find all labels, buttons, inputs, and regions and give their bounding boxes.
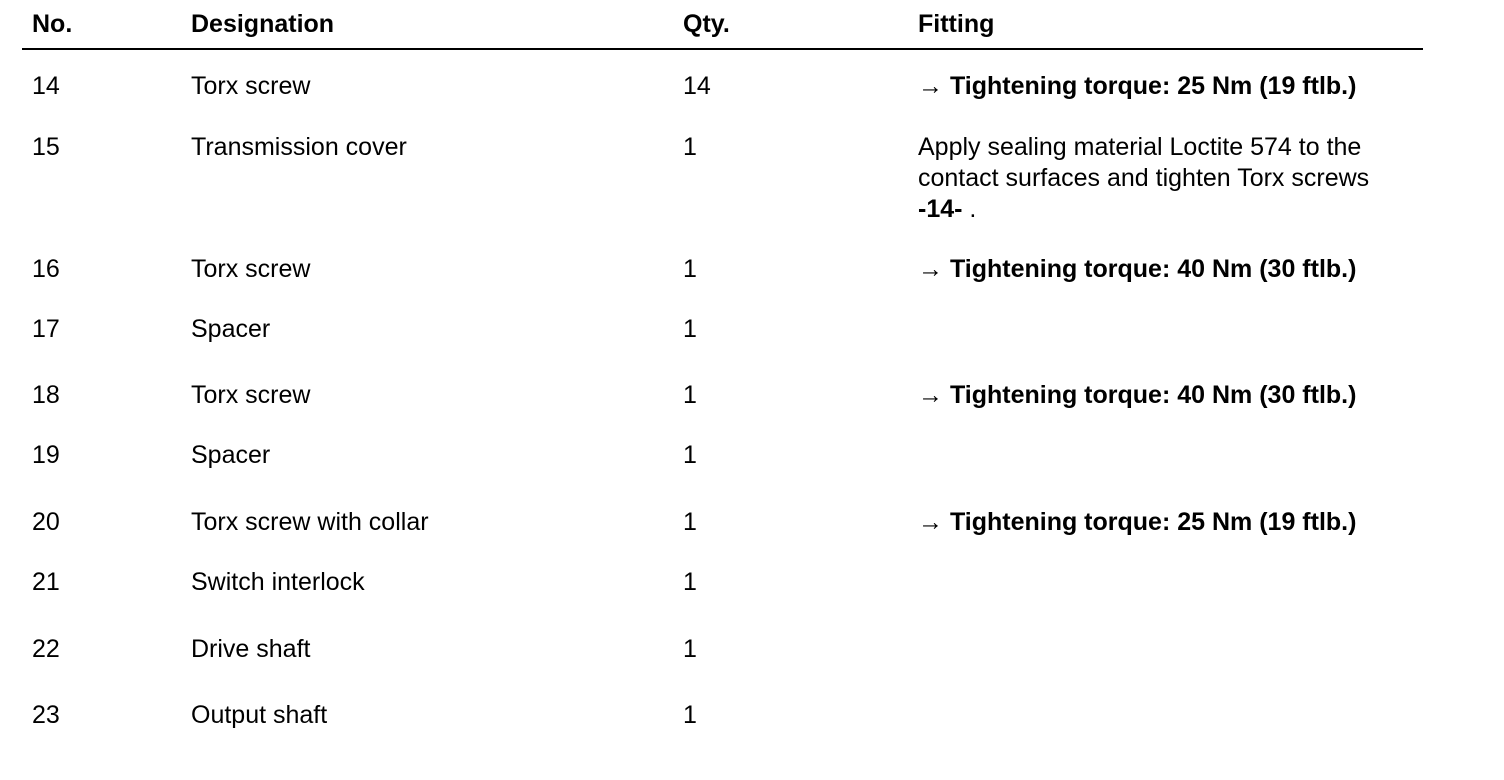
row-designation: Spacer <box>191 441 271 469</box>
row-no: 15 <box>32 133 60 161</box>
row-designation: Drive shaft <box>191 635 311 663</box>
row-designation: Torx screw <box>191 72 311 100</box>
row-qty: 1 <box>683 315 697 343</box>
row-fitting: → Tightening torque: 25 Nm (19 ftlb.) <box>918 508 1357 536</box>
row-qty: 1 <box>683 635 697 663</box>
header-fitting: Fitting <box>918 10 995 38</box>
fitting-note-end: . <box>962 195 977 223</box>
row-no: 23 <box>32 701 60 729</box>
row-no: 19 <box>32 441 60 469</box>
row-qty: 1 <box>683 255 697 283</box>
fitting-note <box>918 132 1388 225</box>
row-qty: 1 <box>683 568 697 596</box>
row-qty: 1 <box>683 133 697 161</box>
row-designation: Torx screw with collar <box>191 508 429 536</box>
row-no: 20 <box>32 508 60 536</box>
row-designation: Output shaft <box>191 701 328 729</box>
fitting-note-reference: -14- <box>918 195 963 223</box>
row-qty: 1 <box>683 381 697 409</box>
table-header <box>22 0 1423 50</box>
row-no: 22 <box>32 635 60 663</box>
row-designation: Spacer <box>191 315 271 343</box>
row-designation: Torx screw <box>191 381 311 409</box>
row-qty: 14 <box>683 72 711 100</box>
header-designation: Designation <box>191 10 335 38</box>
row-no: 17 <box>32 315 60 343</box>
row-no: 14 <box>32 72 60 100</box>
row-designation: Switch interlock <box>191 568 365 596</box>
parts-table <box>22 0 1423 729</box>
row-no: 21 <box>32 568 60 596</box>
row-designation: Torx screw <box>191 255 311 283</box>
row-no: 16 <box>32 255 60 283</box>
row-qty: 1 <box>683 508 697 536</box>
fitting-note-text: Apply sealing material Loctite 574 to the contact surfaces and tighten Torx screws <box>918 133 1370 192</box>
row-qty: 1 <box>683 701 697 729</box>
row-designation: Transmission cover <box>191 133 407 161</box>
header-no: No. <box>32 10 73 38</box>
row-fitting: → Tightening torque: 40 Nm (30 ftlb.) <box>918 255 1357 283</box>
row-fitting: → Tightening torque: 40 Nm (30 ftlb.) <box>918 381 1357 409</box>
row-fitting: → Tightening torque: 25 Nm (19 ftlb.) <box>918 72 1357 100</box>
header-qty: Qty. <box>683 10 730 38</box>
row-fitting <box>918 132 1423 225</box>
row-no: 18 <box>32 381 60 409</box>
row-qty: 1 <box>683 441 697 469</box>
